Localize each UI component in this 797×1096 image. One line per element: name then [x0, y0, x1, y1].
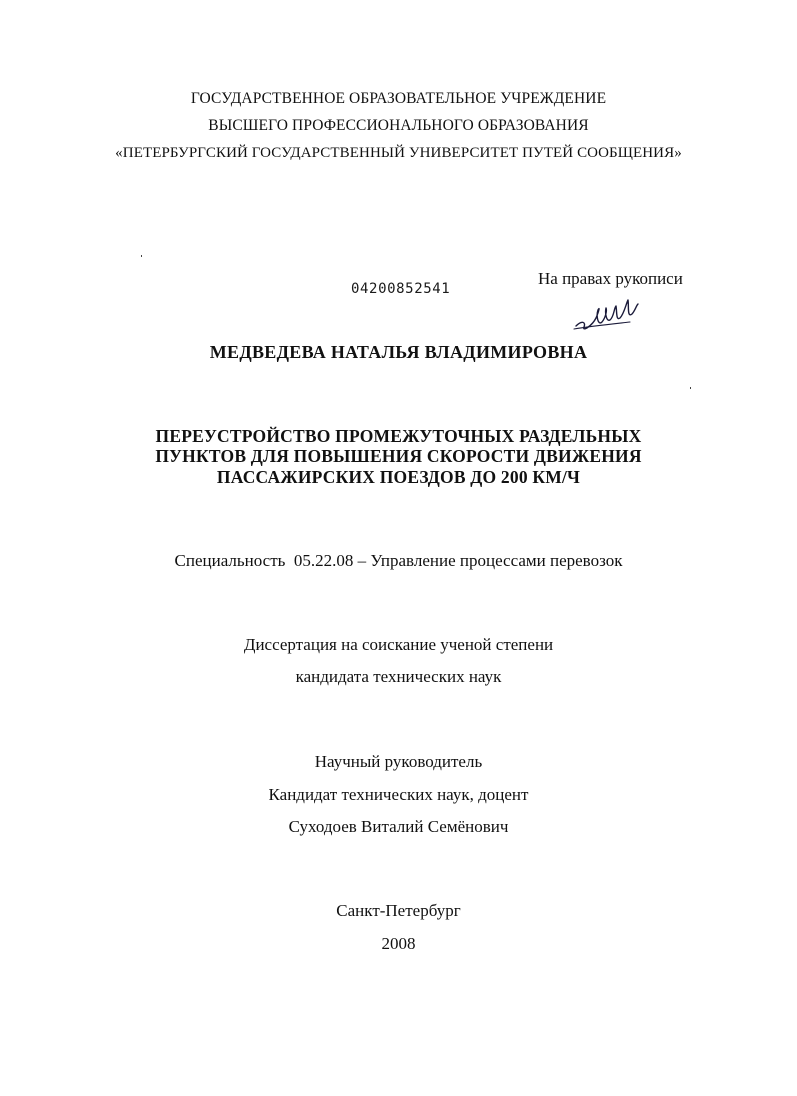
- year: 2008: [381, 934, 416, 953]
- manuscript-rights-note: На правах рукописи: [538, 269, 683, 288]
- scan-speck: [141, 255, 142, 257]
- supervisor-degree: Кандидат технических наук, доцент: [268, 785, 529, 804]
- institution-line-1: ГОСУДАРСТВЕННОЕ ОБРАЗОВАТЕЛЬНОЕ УЧРЕЖДЕНИЕ: [190, 90, 607, 107]
- degree-line-2: кандидата технических наук: [295, 667, 502, 686]
- institution-line-2: ВЫСШЕГО ПРОФЕССИОНАЛЬНОГО ОБРАЗОВАНИЯ: [208, 117, 589, 134]
- institution-line-3: «ПЕТЕРБУРГСКИЙ ГОСУДАРСТВЕННЫЙ УНИВЕРСИТЕТ ПУТЕЙ СООБЩЕНИЯ»: [115, 145, 682, 161]
- author-name: МЕДВЕДЕВА НАТАЛЬЯ ВЛАДИМИРОВНА: [209, 342, 588, 362]
- registration-number: 04200852541: [351, 281, 451, 297]
- supervisor-role: Научный руководитель: [314, 752, 483, 771]
- title-line-1: ПЕРЕУСТРОЙСТВО ПРОМЕЖУТОЧНЫХ РАЗДЕЛЬНЫХ: [155, 426, 642, 446]
- title-line-2: ПУНКТОВ ДЛЯ ПОВЫШЕНИЯ СКОРОСТИ ДВИЖЕНИЯ: [155, 446, 642, 466]
- signature-icon: [572, 296, 644, 336]
- specialty-line: Специальность 05.22.08 – Управление процессами перевозок: [174, 551, 623, 570]
- city: Санкт-Петербург: [336, 901, 461, 920]
- supervisor-name: Суходоев Виталий Семёнович: [288, 817, 509, 836]
- title-line-3: ПАССАЖИРСКИХ ПОЕЗДОВ ДО 200 КМ/Ч: [216, 467, 581, 487]
- degree-line-1: Диссертация на соискание ученой степени: [243, 635, 554, 654]
- scan-speck: [690, 387, 691, 389]
